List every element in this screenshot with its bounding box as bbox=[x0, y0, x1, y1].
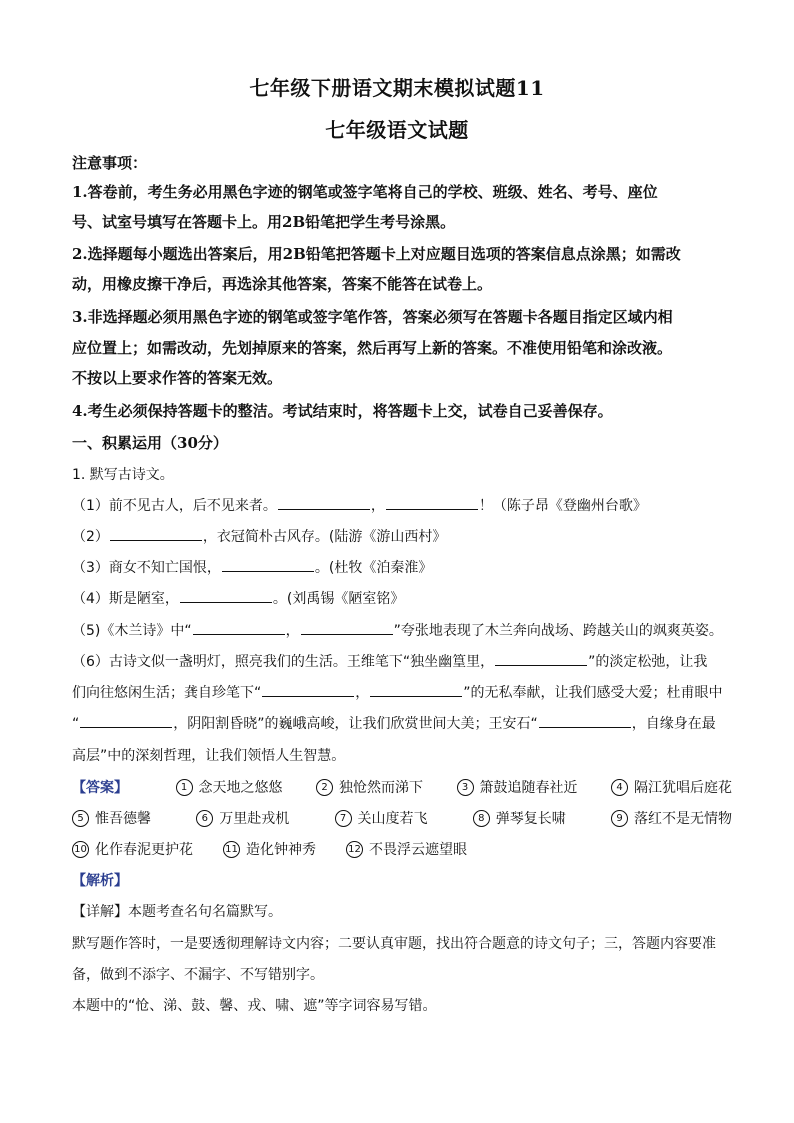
question-sub-6-cont: 高层”中的深刻哲理，让我们领悟人生智慧。 bbox=[72, 748, 346, 764]
analysis-detail: 【详解】本题考查名句名篇默写。 bbox=[72, 904, 282, 920]
answer-blank[interactable] bbox=[278, 508, 370, 510]
answer-blank[interactable] bbox=[370, 695, 462, 697]
answer-row bbox=[72, 777, 732, 797]
answer-item: 1 念天地之悠悠 bbox=[176, 777, 283, 797]
notice-line: 应位置上；如需改动，先划掉原来的答案，然后再写上新的答案。不准使用铅笔和涂改液。 bbox=[72, 339, 673, 357]
notice-line: 动，用橡皮擦干净后，再选涂其他答案，答案不能答在试卷上。 bbox=[72, 275, 493, 293]
answer-item: 3 箫鼓追随春社近 bbox=[457, 777, 578, 797]
answer-item: 11 造化钟神秀 bbox=[223, 839, 316, 859]
answer-blank[interactable] bbox=[495, 664, 587, 666]
question-intro: 1. 默写古诗文。 bbox=[72, 467, 174, 483]
sub-title: 七年级语文试题 bbox=[325, 118, 469, 142]
answer-item: 12 不畏浮云遮望眼 bbox=[346, 839, 467, 859]
question-sub-4: （4）斯是陋室， 。(刘禹锡《陋室铭》 bbox=[72, 591, 405, 607]
answer-blank[interactable] bbox=[180, 601, 272, 603]
answer-blank[interactable] bbox=[301, 633, 393, 635]
question-sub-3: （3）商女不知亡国恨， 。(杜牧《泊秦淮》 bbox=[72, 560, 433, 576]
answer-blank[interactable] bbox=[193, 633, 285, 635]
answer-item: 7 关山度若飞 bbox=[335, 808, 428, 828]
answer-item: 5 惟吾德馨 bbox=[72, 808, 151, 828]
question-sub-6: （6）古诗文似一盏明灯，照亮我们的生活。王维笔下“独坐幽篁里， ”的淡定松弛，让我 bbox=[72, 654, 708, 670]
analysis-paragraph: 默写题作答时，一是要透彻理解诗文内容；二要认真审题，找出符合题意的诗文句子；三，答题内容要准 bbox=[72, 936, 716, 952]
analysis-paragraph: 备，做到不添字、不漏字、不写错别字。 bbox=[72, 967, 324, 983]
answer-row bbox=[72, 839, 732, 859]
answer-row bbox=[72, 808, 732, 828]
analysis-paragraph: 本题中的“怆、涕、鼓、馨、戎、啸、遮”等字词容易写错。 bbox=[72, 998, 437, 1014]
notice-line: 4.考生必须保持答题卡的整洁。考试结束时，将答题卡上交，试卷自己妥善保存。 bbox=[72, 402, 613, 420]
answer-item: 4 隔江犹唱后庭花 bbox=[611, 777, 732, 797]
answer-item: 6 万里赴戎机 bbox=[196, 808, 289, 828]
notice-heading: 注意事项： bbox=[72, 154, 148, 172]
analysis-label: 【解析】 bbox=[72, 873, 128, 889]
question-sub-5: （5)《木兰诗》中“ ， ”夸张地表现了木兰奔向战场、跨越关山的飒爽英姿。 bbox=[72, 623, 723, 639]
answer-blank[interactable] bbox=[539, 726, 631, 728]
answer-blank[interactable] bbox=[110, 539, 202, 541]
answer-item: 8 弹琴复长啸 bbox=[473, 808, 566, 828]
notice-line: 不按以上要求作答的答案无效。 bbox=[72, 369, 283, 387]
question-sub-6-cont: 们向往悠闲生活；龚自珍笔下“ ， ”的无私奉献，让我们感受大爱；杜甫眼中 bbox=[72, 685, 723, 701]
answer-item: 10 化作春泥更护花 bbox=[72, 839, 193, 859]
answer-blank[interactable] bbox=[80, 726, 172, 728]
notice-line: 1.答卷前，考生务必用黑色字迹的钢笔或签字笔将自己的学校、班级、姓名、考号、座位 bbox=[72, 183, 658, 201]
notice-line: 2.选择题每小题选出答案后，用2B铅笔把答题卡上对应题目选项的答案信息点涂黑；如需改 bbox=[72, 245, 681, 263]
question-sub-2: （2） ，衣冠简朴古风存。(陆游《游山西村》 bbox=[72, 529, 447, 545]
question-sub-6-cont: “ ，阴阳割昏晓”的巍峨高峻，让我们欣赏世间大美；王安石“ ，自缘身在最 bbox=[72, 716, 716, 732]
question-sub-1: （1）前不见古人，后不见来者。 ， ！（陈子昂《登幽州台歌》 bbox=[72, 498, 647, 514]
notice-line: 3.非选择题必须用黑色字迹的钢笔或签字笔作答，答案必须写在答题卡各题目指定区域内相 bbox=[72, 308, 673, 326]
section-heading: 一、积累运用（30分） bbox=[72, 434, 228, 452]
answer-item: 9 落红不是无情物 bbox=[611, 808, 732, 828]
answer-label: 【答案】 bbox=[72, 780, 128, 796]
answer-blank[interactable] bbox=[262, 695, 354, 697]
answer-item: 2 独怆然而涕下 bbox=[316, 777, 423, 797]
answer-blank[interactable] bbox=[222, 570, 314, 572]
main-title: 七年级下册语文期末模拟试题11 bbox=[249, 76, 545, 100]
notice-line: 号、试室号填写在答题卡上。用2B铅笔把学生考号涂黑。 bbox=[72, 213, 456, 231]
answer-blank[interactable] bbox=[386, 508, 478, 510]
